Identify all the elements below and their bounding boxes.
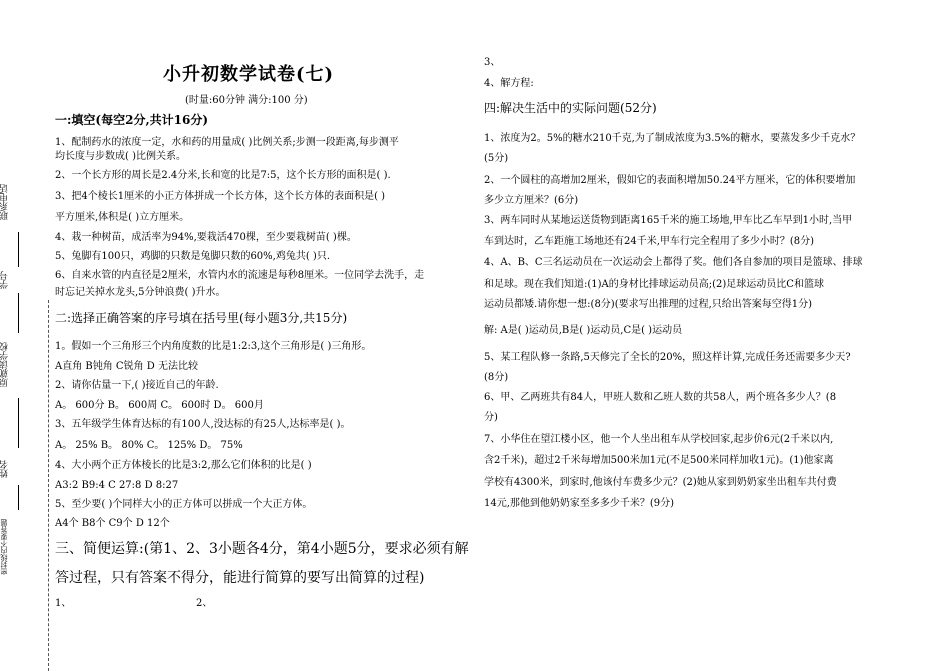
margin-label-student-id: 学号 [0, 271, 10, 289]
text-line: 5、兔脚有100只，鸡脚的只数是兔脚只数的60%,鸡兔共( )只. [55, 251, 331, 262]
solve-equation-item: 4、解方程: [484, 78, 534, 89]
section-3-heading-cont: 答过程，只有答案不得分，能进行简算的要写出简算的过程) [55, 570, 425, 586]
text-line: 4、大小两个正方体棱长的比是3:2,那么它们体积的比是( ) [55, 460, 312, 471]
text-line: 3、两车同时从某地运送货物到距离165千米的施工场地,甲车比乙车早到1小时,当甲 [484, 215, 853, 226]
text-line: (5分) [484, 153, 509, 164]
seal-dashed-line [48, 300, 49, 671]
margin-line [18, 485, 19, 510]
text-line: 2、请你估量一下,( )接近自己的年龄. [55, 380, 219, 391]
text-line: 时忘记关掉水龙头,5分钟浪费( )升水。 [55, 287, 226, 298]
calc-item-1: 1、 [55, 598, 72, 609]
section-1-heading: 一:填空(每空2分,共计16分) [55, 113, 209, 127]
margin-line [18, 398, 19, 448]
section-4-heading: 四:解决生活中的实际问题(52分) [484, 101, 657, 115]
seal-line-note: 密封线内不要答题 [0, 519, 8, 576]
text-line: 1。假如一个三角形三个内角度数的比是1:2:3,这个三角形是( )三角形。 [55, 341, 372, 352]
text-line: 多少立方厘米？(6分) [484, 195, 579, 206]
calc-item-3: 3、 [484, 57, 501, 68]
text-line: 2、一个圆柱的高增加2厘米，假如它的表面积增加50.24平方厘米，它的体积要增加 [484, 175, 856, 186]
exam-subtitle: (时量:60分钟 满分:100 分) [185, 95, 308, 106]
text-line: 4、栽一种树苗，成活率为94%,要栽活470棵，至少要栽树苗( )棵。 [55, 232, 357, 243]
text-line: 3、把4个棱长1厘米的小正方体拼成一个长方体，这个长方体的表面积是( ) [55, 191, 386, 202]
text-line: 4、A、B、C三名运动员在一次运动会上都得了奖。他们各自参加的项目是篮球、排球 [484, 257, 863, 268]
section-2-heading: 二:选择正确答案的序号填在括号里(每小题3分,共15分) [55, 311, 348, 325]
text-line: 学校有4300米，到家时,他该付车费多少元？(2)她从家到奶奶家坐出租车共付费 [484, 477, 837, 488]
section-3-heading: 三、简便运算:(第1、2、3小题各4分，第4小题5分，要求必须有解 [55, 541, 469, 557]
text-line: 分) [484, 412, 498, 423]
text-line: 1、配制药水的浓度一定，水和药的用量成( )比例关系;步测一段距离,每步测平 [55, 137, 399, 148]
text-line: 5、某工程队修一条路,5天修完了全长的20%，照这样计算,完成任务还需要多少天? [484, 352, 851, 363]
text-line: 2、一个长方形的周长是2.4分米,长和宽的比是7:5，这个长方形的面积是( ). [55, 170, 391, 181]
margin-line [18, 293, 19, 333]
text-line: 均长度与步数成( )比例关系。 [55, 151, 186, 162]
text-line: 平方厘米,体积是( )立方厘米。 [55, 212, 190, 223]
text-line: 解: A是( )运动员,B是( )运动员,C是( )运动员 [484, 325, 683, 336]
text-line: 和足球。现在我们知道:(1)A的身材比排球运动员高;(2)足球运动员比C和篮球 [484, 279, 824, 290]
text-line: 7、小华住在望江楼小区，他一个人坐出租车从学校回家,起步价6元(2千米以内, [484, 434, 834, 445]
margin-label-school: 原就读学校 [0, 342, 10, 388]
text-line: 3、五年级学生体育达标的有100人,没达标的有25人,达标率是( )。 [55, 419, 351, 430]
text-line: A。 600分 B。 600周 C。 600时 D。 600月 [55, 400, 264, 411]
text-line: 1、浓度为2。5%的糖水210千克,为了制成浓度为3.5%的糖水，要蒸发多少千克水？ [484, 133, 861, 144]
margin-label-name: 姓名 [0, 460, 10, 478]
text-line: 6、甲、乙两班共有84人，甲班人数和乙班人数的共58人，两个班各多少人？(8 [484, 392, 837, 403]
text-line: 车到达时，乙车距施工场地还有24千米,甲车行完全程用了多少小时？(8分) [484, 236, 815, 247]
margin-label-phone: 联系电话 [0, 184, 10, 220]
text-line: A直角 B钝角 C锐角 D 无法比较 [55, 361, 198, 372]
calc-item-2: 2、 [196, 598, 213, 609]
text-line: (8分) [484, 372, 509, 383]
text-line: 运动员都矮.请你想一想:(8分)(要求写出推理的过程,只给出答案每空得1分) [484, 299, 813, 310]
text-line: 6、自来水管的内直径是2厘米，水管内水的流速是每秒8厘米。一位同学去洗手，走 [55, 270, 425, 281]
margin-line [18, 232, 19, 267]
text-line: A3:2 B9:4 C 27:8 D 8:27 [55, 480, 179, 491]
exam-title: 小升初数学试卷(七) [163, 64, 335, 85]
text-line: 含2千米)，超过2千米每增加500米加1元(不足500米同样加收1元)。(1)他家离 [484, 455, 834, 466]
text-line: A4个 B8个 C9个 D 12个 [55, 518, 170, 529]
text-line: 14元,那他到他奶奶家至多多少千米？(9分) [484, 498, 675, 509]
text-line: A。 25% B。 80% C。 125% D。 75% [55, 440, 243, 451]
text-line: 5、至少要( )个同样大小的正方体可以拼成一个大正方体。 [55, 499, 313, 510]
